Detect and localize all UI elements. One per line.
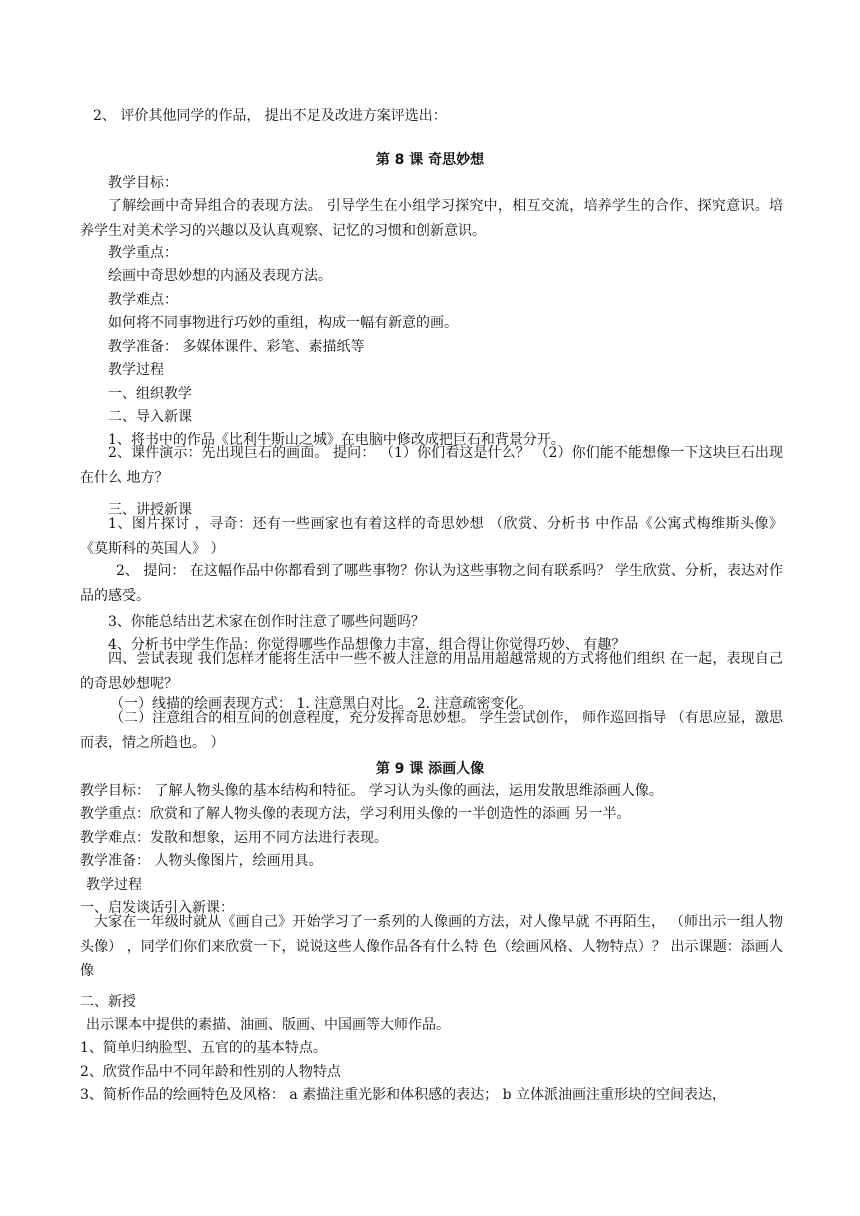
lesson-8-step-4: 四、尝试表现 我们怎样才能将生活中一些不被人注意的用品用超越常规的方式将他们组织 在一起，表现自己的奇思妙想呢？ bbox=[80, 651, 783, 692]
lesson-8-step-2: 二、导入新课 bbox=[108, 409, 192, 425]
lesson-8-key-text: 绘画中奇思妙想的内涵及表现方法。 bbox=[108, 268, 332, 284]
lesson-9-title: 第 9 课 添画人像 bbox=[375, 761, 485, 777]
lesson-8-goal-text: 了解绘画中奇异组合的表现方法。 引导学生在小组学习探究中，相互交流，培养学生的合作、探究意识。培 养学生对美术学习的兴趣以及认真观察、记忆的习惯和创新意识。 bbox=[80, 198, 783, 239]
lesson-8-step-3-2: 2、 提问： 在这幅作品中你都看到了哪些事物？你认为这些事物之间有联系吗？ 学生欣赏、分析，表达对作品的感受。 bbox=[80, 563, 783, 604]
lesson-8-difficulty-text: 如何将不同事物进行巧妙的重组，构成一幅有新意的画。 bbox=[108, 315, 458, 331]
lesson-9-key: 教学重点：欣赏和了解人物头像的表现方法，学习利用头像的一半创造性的添画 另一半。 bbox=[80, 806, 631, 822]
evaluation-item: 2、 评价其他同学的作品， 提出不足及改进方案评选出： bbox=[93, 108, 447, 124]
lesson-8-step-3-3: 3、你能总结出艺术家在创作时注意了哪些问题吗？ bbox=[108, 614, 425, 630]
lesson-8-step-4-1: （一）线描的绘画表现方式： 1. 注意黑白对比。 2. 注意疏密变化。 bbox=[110, 696, 533, 712]
lesson-8-prep: 教学准备： 多媒体课件、彩笔、素描纸等 bbox=[108, 339, 365, 355]
lesson-8-difficulty-label: 教学难点： bbox=[108, 292, 178, 308]
lesson-8-key-label: 教学重点： bbox=[108, 245, 178, 261]
lesson-9-process: 教学过程 bbox=[86, 877, 142, 893]
lesson-8-step-2-1: 1、将书中的作品《比利牛斯山之城》在电脑中修改成把巨石和背景分开。 bbox=[108, 432, 565, 448]
lesson-9-step-1-text: 大家在一年级时就从《画自己》开始学习了一系列的人像画的方法，对人像早就 不再陌生， （师出示一组人物头像） ，同学们你们来欣赏一下，说说这些人像作品各有什么特 色（绘画风格、人物特点）？ 出示课题：添画人像 bbox=[80, 914, 783, 979]
lesson-9-step-1: 一、启发谈话引入新课： bbox=[80, 900, 234, 916]
lesson-8-title: 第 8 课 奇思妙想 bbox=[375, 152, 485, 168]
lesson-9-step-2-3: 3、简析作品的绘画特色及风格： a 素描注重光影和体积感的表达； b 立体派油画注重形块的空间表达， bbox=[80, 1087, 727, 1103]
lesson-9-prep: 教学准备： 人物头像图片，绘画用具。 bbox=[80, 853, 323, 869]
lesson-9-difficulty: 教学难点：发散和想象，运用不同方法进行表现。 bbox=[80, 830, 388, 846]
lesson-8-step-2-2: 2、课件演示：先出现巨石的画面。 提问： （1）你们看这是什么？ （2）你们能不能想像一下这块巨石出现在什么 地方？ bbox=[80, 445, 783, 486]
lesson-8-step-4-2: （二）注意组合的相互间的创意程度，充分发挥奇思妙想。 学生尝试创作， 师作巡回指导 （有思应显，激思而表，情之所趋也。 ） bbox=[80, 710, 783, 751]
lesson-8-step-1: 一、组织教学 bbox=[108, 386, 192, 402]
lesson-8-step-3-1: 1、图片探讨 ，寻奇：还有一些画家也有着这样的奇思妙想 （欣赏、分析书 中作品《公寓式梅维斯头像》 《莫斯科的英国人》 ） bbox=[80, 516, 783, 557]
lesson-8-step-3-4: 4、分析书中学生作品：你觉得哪些作品想像力丰富，组合得让你觉得巧妙、 有趣？ bbox=[108, 637, 626, 653]
lesson-9-step-2-text: 出示课本中提供的素描、油画、版画、中国画等大师作品。 bbox=[86, 1017, 450, 1033]
lesson-9-goal: 教学目标： 了解人物头像的基本结构和特征。 学习认为头像的画法，运用发散思维添画人像。 bbox=[80, 783, 663, 799]
lesson-9-step-2-2: 2、欣赏作品中不同年龄和性别的人物特点 bbox=[80, 1064, 341, 1080]
lesson-9-step-2: 二、新授 bbox=[80, 994, 136, 1010]
lesson-8-goal-label: 教学目标： bbox=[108, 175, 178, 191]
lesson-8-step-3: 三、讲授新课 bbox=[108, 502, 192, 518]
lesson-8-process: 教学过程 bbox=[108, 362, 164, 378]
lesson-9-step-2-1: 1、简单归纳脸型、五官的的基本特点。 bbox=[80, 1040, 327, 1056]
